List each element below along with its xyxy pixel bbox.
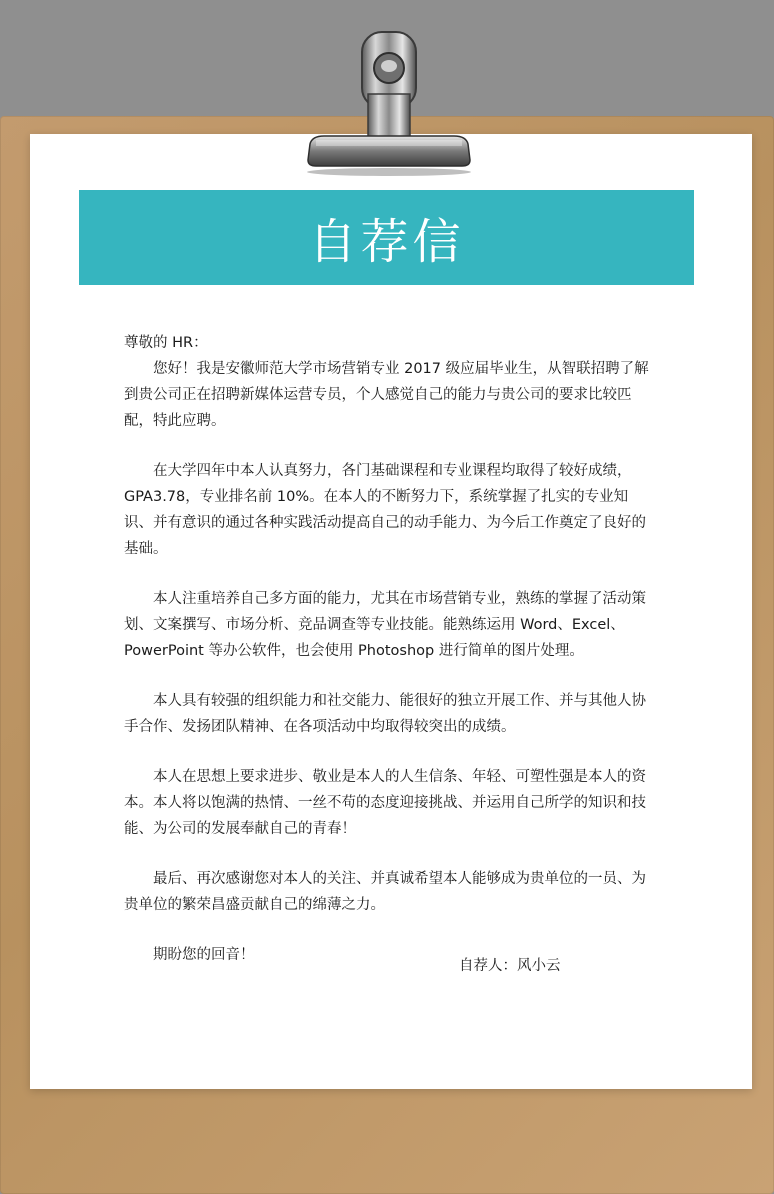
closing-line: 期盼您的回音！ xyxy=(153,947,255,963)
binder-clip-icon xyxy=(300,24,478,176)
paragraph-3: 本人注重培养自己多方面的能力，尤其在市场营销专业，熟练的掌握了活动策划、文案撰写、市场分析、竞品调查等专业技能。能熟练运用 Word、Excel、PowerPoint 等办公软件，也会使用 Photoshop 进行简单的图片处理。 xyxy=(124,591,646,659)
paragraph-4: 本人具有较强的组织能力和社交能力、能很好的独立开展工作、并与其他人协手合作、发扬团队精神、在各项活动中均取得较突出的成绩。 xyxy=(124,693,646,735)
paragraph-5: 本人在思想上要求进步、敬业是本人的人生信条、年轻、可塑性强是本人的资本。本人将以饱满的热情、一丝不苟的态度迎接挑战、并运用自己所学的知识和技能、为公司的发展奉献自己的青春！ xyxy=(124,769,646,837)
paragraph-6: 最后、再次感谢您对本人的关注、并真诚希望本人能够成为贵单位的一员、为贵单位的繁荣昌盛贡献自己的绵薄之力。 xyxy=(124,871,646,913)
title-band xyxy=(79,190,694,285)
page-title: 自荐信 xyxy=(308,214,465,270)
letter-body xyxy=(124,330,656,968)
paragraph-2: 在大学四年中本人认真努力，各门基础课程和专业课程均取得了较好成绩，GPA3.78，专业排名前 10%。在本人的不断努力下，系统掌握了扎实的专业知识、并有意识的通过各种实践活动提高自己的动手能力、为今后工作奠定了良好的基础。 xyxy=(124,463,646,557)
salutation: 尊敬的 HR： xyxy=(124,335,208,351)
signature: 自荐人：风小云 xyxy=(459,958,561,974)
paragraph-1: 您好！我是安徽师范大学市场营销专业 2017 级应届毕业生，从智联招聘了解到贵公司正在招聘新媒体运营专员，个人感觉自己的能力与贵公司的要求比较匹配，特此应聘。 xyxy=(124,361,649,429)
